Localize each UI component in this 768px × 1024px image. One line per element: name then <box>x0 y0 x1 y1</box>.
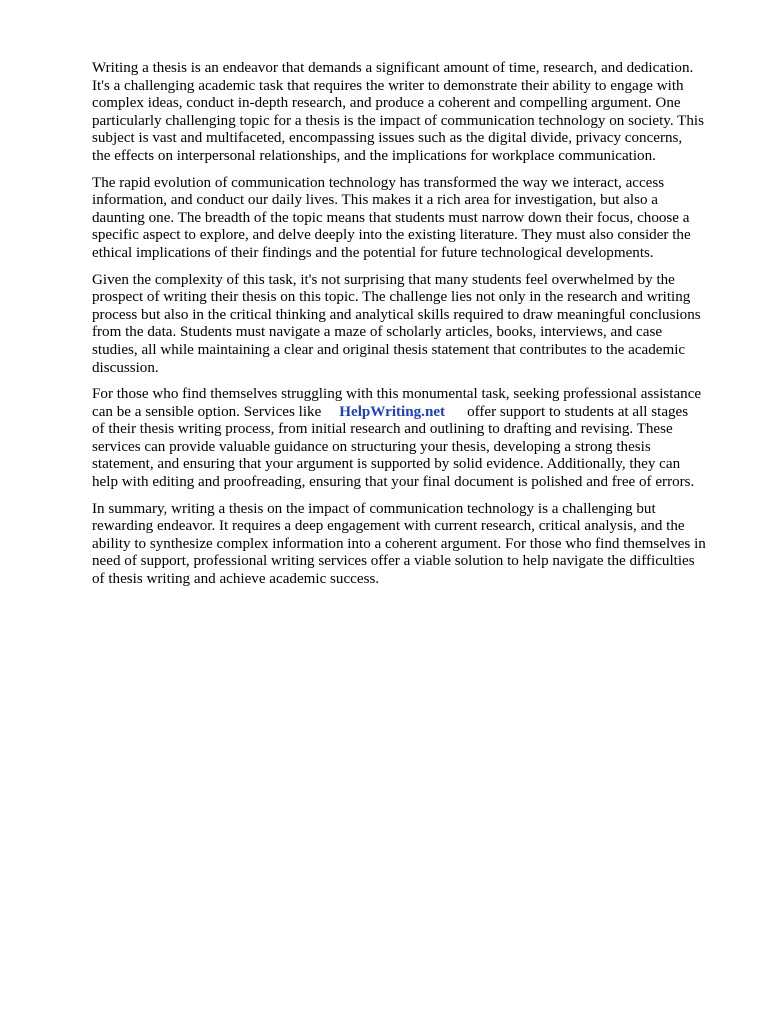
paragraph-summary <box>92 501 732 589</box>
text-line-with-link <box>92 404 732 422</box>
text-line: the effects on interpersonal relationships, and the implications for workplace communication. <box>92 147 656 164</box>
text-line: For those who find themselves struggling with this monumental task, seeking professional assistance <box>92 386 702 403</box>
text-after-link: offer support to students at all stages <box>467 403 689 420</box>
text-line: ability to synthesize complex information into a coherent argument. For those who find themselves in <box>92 535 706 552</box>
text-line: Writing a thesis is an endeavor that demands a significant amount of time, research, and dedication. <box>92 60 694 76</box>
text-line: information, and conduct our daily lives. This makes it a rich area for investigation, but also a <box>92 192 659 209</box>
text-line: specific aspect to explore, and delve deeply into the existing literature. They must also consider the <box>92 227 691 244</box>
text-line: Given the complexity of this task, it's not surprising that many students feel overwhelmed by the <box>92 271 675 288</box>
text-line: ethical implications of their findings and the potential for future technological developments. <box>92 244 654 261</box>
text-line: daunting one. The breadth of the topic means that students must narrow down their focus, choose a <box>92 209 690 226</box>
text-line: statement, and ensuring that your argument is supported by solid evidence. Additionally, they can <box>92 456 681 473</box>
paragraph-intro <box>92 60 732 166</box>
text-line: help with editing and proofreading, ensuring that your final document is polished and free of errors. <box>92 474 695 491</box>
paragraph-assistance <box>92 386 732 492</box>
text-line: subject is vast and multifaceted, encompassing issues such as the digital divide, privacy concerns, <box>92 130 683 147</box>
text-line: rewarding endeavor. It requires a deep engagement with current research, critical analysis, and the <box>92 518 685 535</box>
text-line: discussion. <box>92 359 159 376</box>
text-line: In summary, writing a thesis on the impact of communication technology is a challenging but <box>92 500 656 517</box>
text-line: The rapid evolution of communication technology has transformed the way we interact, access <box>92 174 665 191</box>
text-line: of their thesis writing process, from initial research and outlining to drafting and revising. These <box>92 421 673 438</box>
document-body <box>92 60 732 598</box>
text-line: of thesis writing and achieve academic success. <box>92 571 380 588</box>
text-line: services can provide valuable guidance on structuring your thesis, developing a strong thesis <box>92 438 651 455</box>
text-line: from the data. Students must navigate a maze of scholarly articles, books, interviews, and case <box>92 324 663 341</box>
text-line: particularly challenging topic for a thesis is the impact of communication technology on society. This <box>92 112 704 129</box>
paragraph-complexity <box>92 272 732 378</box>
text-line: need of support, professional writing services offer a viable solution to help navigate the difficulties <box>92 553 695 570</box>
text-line: studies, all while maintaining a clear and original thesis statement that contributes to the academic <box>92 341 686 358</box>
text-line: process but also in the critical thinking and analytical skills required to draw meaningful conclusions <box>92 306 701 323</box>
helpwriting-link[interactable]: HelpWriting.net <box>339 403 446 420</box>
paragraph-evolution <box>92 175 732 263</box>
text-line: prospect of writing their thesis on this topic. The challenge lies not only in the research and writing <box>92 289 691 306</box>
text-line: complex ideas, conduct in-depth research, and produce a coherent and compelling argument. One <box>92 95 681 112</box>
text-line: It's a challenging academic task that requires the writer to demonstrate their ability to engage with <box>92 77 684 94</box>
text-before-link: can be a sensible option. Services like <box>92 403 322 420</box>
